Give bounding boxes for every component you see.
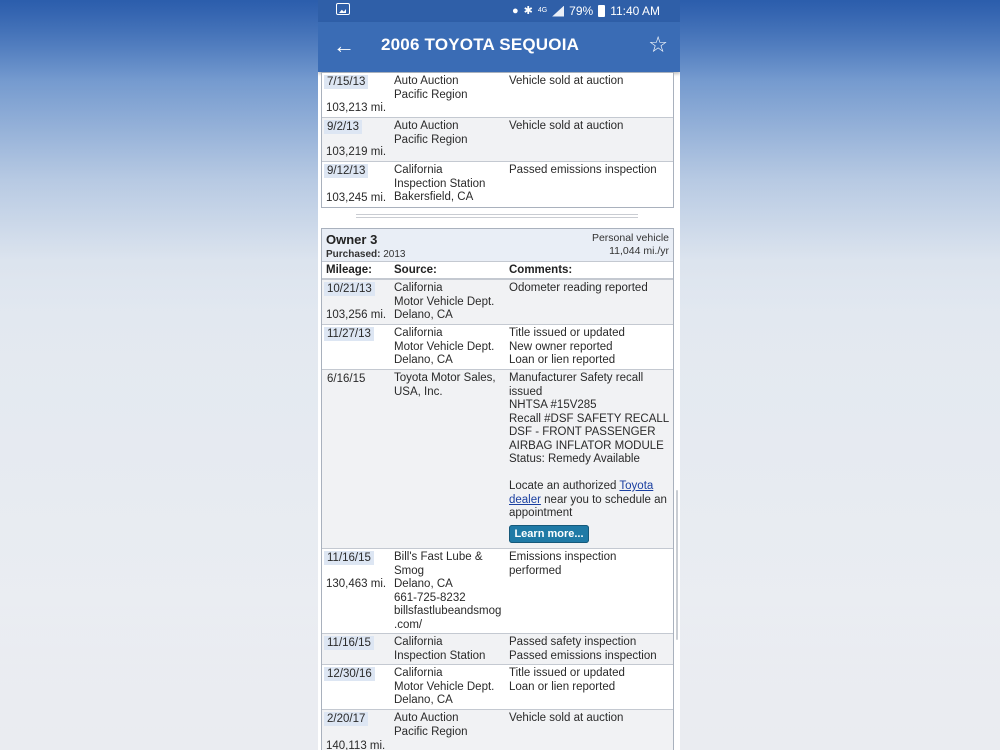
comment-line: NHTSA #15V285	[509, 399, 597, 411]
record-date: 12/30/16	[324, 667, 375, 681]
record-source	[394, 712, 506, 739]
record-date: 9/2/13	[324, 120, 362, 134]
signal-icon	[552, 6, 564, 17]
record-mileage: 103,213 mi.	[326, 101, 387, 114]
comment-line: Odometer reading reported	[509, 282, 648, 294]
source-line: California	[394, 164, 443, 176]
background-blur-right	[680, 0, 1000, 750]
table-row	[322, 633, 673, 664]
source-line: USA, Inc.	[394, 385, 443, 398]
record-comments	[509, 282, 674, 296]
record-source	[394, 372, 506, 399]
table-row	[322, 709, 673, 750]
record-source	[394, 636, 506, 663]
source-line: Inspection Station	[394, 177, 486, 190]
owner-header	[322, 229, 673, 262]
table-row-recall	[322, 369, 673, 548]
record-source	[394, 667, 506, 708]
history-content	[318, 72, 680, 750]
location-icon: ●	[511, 5, 519, 17]
owner-purchased	[326, 249, 406, 260]
record-source	[394, 551, 506, 632]
record-comments	[509, 75, 674, 89]
table-row	[322, 117, 673, 161]
purchased-year: 2013	[383, 249, 406, 260]
record-date: 9/12/13	[324, 164, 368, 178]
clock: 11:40 AM	[610, 4, 660, 18]
comment-line: Vehicle sold at auction	[509, 120, 624, 132]
phone-screen	[318, 0, 680, 750]
source-line: California	[394, 636, 443, 648]
network-type: 4G	[537, 7, 548, 14]
source-line: Delano, CA	[394, 578, 453, 590]
source-line: Pacific Region	[394, 133, 468, 146]
record-mileage: 130,463 mi.	[326, 578, 387, 590]
locate-suffix: near you to schedule an	[540, 493, 667, 506]
section-divider	[356, 214, 638, 218]
comment-line: AIRBAG INFLATOR MODULE	[509, 439, 664, 452]
record-source	[394, 75, 506, 102]
comment-line: Loan or lien reported	[509, 680, 616, 693]
source-line: Auto Auction	[394, 712, 459, 724]
comment-line: Loan or lien reported	[509, 354, 616, 366]
dealer-link[interactable]: dealer	[509, 493, 541, 506]
record-mileage: 140,113 mi.	[326, 740, 386, 750]
record-date: 7/15/13	[324, 75, 368, 89]
source-line: California	[394, 327, 443, 339]
source-line: Smog	[394, 564, 425, 577]
record-date: 6/16/15	[327, 373, 366, 385]
owner-mileage-rate: 11,044 mi./yr	[609, 245, 669, 257]
table-row	[322, 548, 673, 633]
owner-vehicle-type: Personal vehicle	[591, 232, 669, 244]
record-mileage: 103,245 mi.	[326, 191, 387, 204]
comment-line: Title issued or updated	[509, 327, 625, 339]
col-source: Source:	[394, 264, 437, 276]
locate-dealer-text-2	[509, 494, 674, 508]
learn-more-button[interactable]: Learn more...	[509, 525, 589, 543]
record-date: 11/16/15	[324, 636, 374, 650]
record-date: 2/20/17	[324, 712, 368, 726]
record-mileage: 103,219 mi.	[326, 145, 387, 158]
source-line: California	[394, 667, 443, 679]
comment-line: Passed emissions inspection	[509, 164, 657, 176]
locate-dealer-text	[509, 480, 674, 494]
source-line: Auto Auction	[394, 120, 459, 132]
col-comments: Comments:	[509, 264, 573, 276]
source-line: Inspection Station	[394, 649, 486, 662]
image-notification-icon	[336, 3, 350, 15]
locate-prefix: Locate an authorized	[509, 480, 620, 492]
table-row	[322, 279, 673, 324]
status-icons	[512, 4, 660, 18]
comment-line: Manufacturer Safety recall	[509, 372, 644, 384]
record-date: 11/27/13	[324, 327, 374, 341]
comment-line: DSF - FRONT PASSENGER	[509, 426, 656, 438]
source-line: Motor Vehicle Dept.	[394, 295, 495, 308]
comment-line: Status: Remedy Available	[509, 453, 640, 465]
scrollbar[interactable]	[676, 490, 678, 640]
table-row	[322, 324, 673, 369]
prev-owner-table	[321, 72, 674, 208]
column-headers	[322, 262, 673, 279]
comment-line: New owner reported	[509, 340, 613, 353]
source-line: Delano, CA	[394, 309, 453, 321]
source-line: Auto Auction	[394, 75, 459, 87]
owner-3-table	[321, 228, 674, 750]
comment-line: Title issued or updated	[509, 667, 625, 679]
source-line: Pacific Region	[394, 725, 468, 738]
comment-line: Passed safety inspection	[509, 636, 637, 648]
record-date: 11/16/15	[324, 551, 374, 565]
comment-line: Emissions inspection	[509, 551, 617, 563]
record-source	[394, 164, 506, 205]
comment-line: issued	[509, 385, 543, 398]
record-comments	[509, 636, 674, 663]
comment-line: Recall #DSF SAFETY RECALL	[509, 412, 670, 425]
source-line: Bakersfield, CA	[394, 191, 474, 203]
bluetooth-icon: ✱	[523, 5, 533, 17]
record-comments	[509, 712, 674, 726]
source-line: billsfastlubeandsmog	[394, 605, 502, 617]
status-bar	[318, 0, 680, 22]
app-bar	[318, 22, 680, 72]
source-line: Toyota Motor Sales,	[394, 372, 496, 384]
background-blur-left	[0, 0, 318, 750]
table-row	[322, 664, 673, 709]
comment-line: performed	[509, 564, 562, 577]
record-mileage: 103,256 mi.	[326, 308, 387, 321]
page-title: 2006 TOYOTA SEQUOIA	[381, 35, 580, 54]
record-comments	[509, 667, 674, 694]
source-line: Delano, CA	[394, 694, 453, 706]
record-comments	[509, 120, 674, 134]
battery-percent: 79%	[569, 4, 594, 18]
record-comments	[509, 327, 674, 368]
table-row	[322, 73, 673, 117]
source-line: Bill's Fast Lube &	[394, 551, 483, 563]
source-line: California	[394, 282, 443, 294]
source-line: 661-725-8232	[394, 591, 466, 604]
record-source	[394, 282, 506, 323]
record-comments	[509, 372, 674, 521]
source-line: Motor Vehicle Dept.	[394, 340, 495, 353]
col-mileage: Mileage:	[326, 264, 373, 276]
owner-title: Owner 3	[326, 232, 378, 247]
table-row	[322, 161, 673, 207]
star-outline-icon[interactable]: ☆	[648, 32, 668, 57]
record-comments	[509, 551, 674, 578]
source-line: .com/	[394, 618, 423, 631]
arrow-left-icon[interactable]: ←	[333, 33, 355, 58]
battery-icon	[598, 5, 605, 17]
locate-suffix-2: appointment	[509, 507, 573, 519]
comment-line: Vehicle sold at auction	[509, 712, 624, 724]
source-line: Pacific Region	[394, 88, 468, 101]
record-source	[394, 120, 506, 147]
record-date: 10/21/13	[324, 282, 375, 296]
source-line: Delano, CA	[394, 354, 453, 366]
record-comments	[509, 164, 674, 178]
source-line: Motor Vehicle Dept.	[394, 680, 495, 693]
comment-line: Vehicle sold at auction	[509, 75, 624, 87]
record-source	[394, 327, 506, 368]
comment-line: Passed emissions inspection	[509, 649, 657, 662]
toyota-link[interactable]: Toyota	[619, 480, 654, 492]
purchased-label: Purchased:	[326, 249, 381, 260]
